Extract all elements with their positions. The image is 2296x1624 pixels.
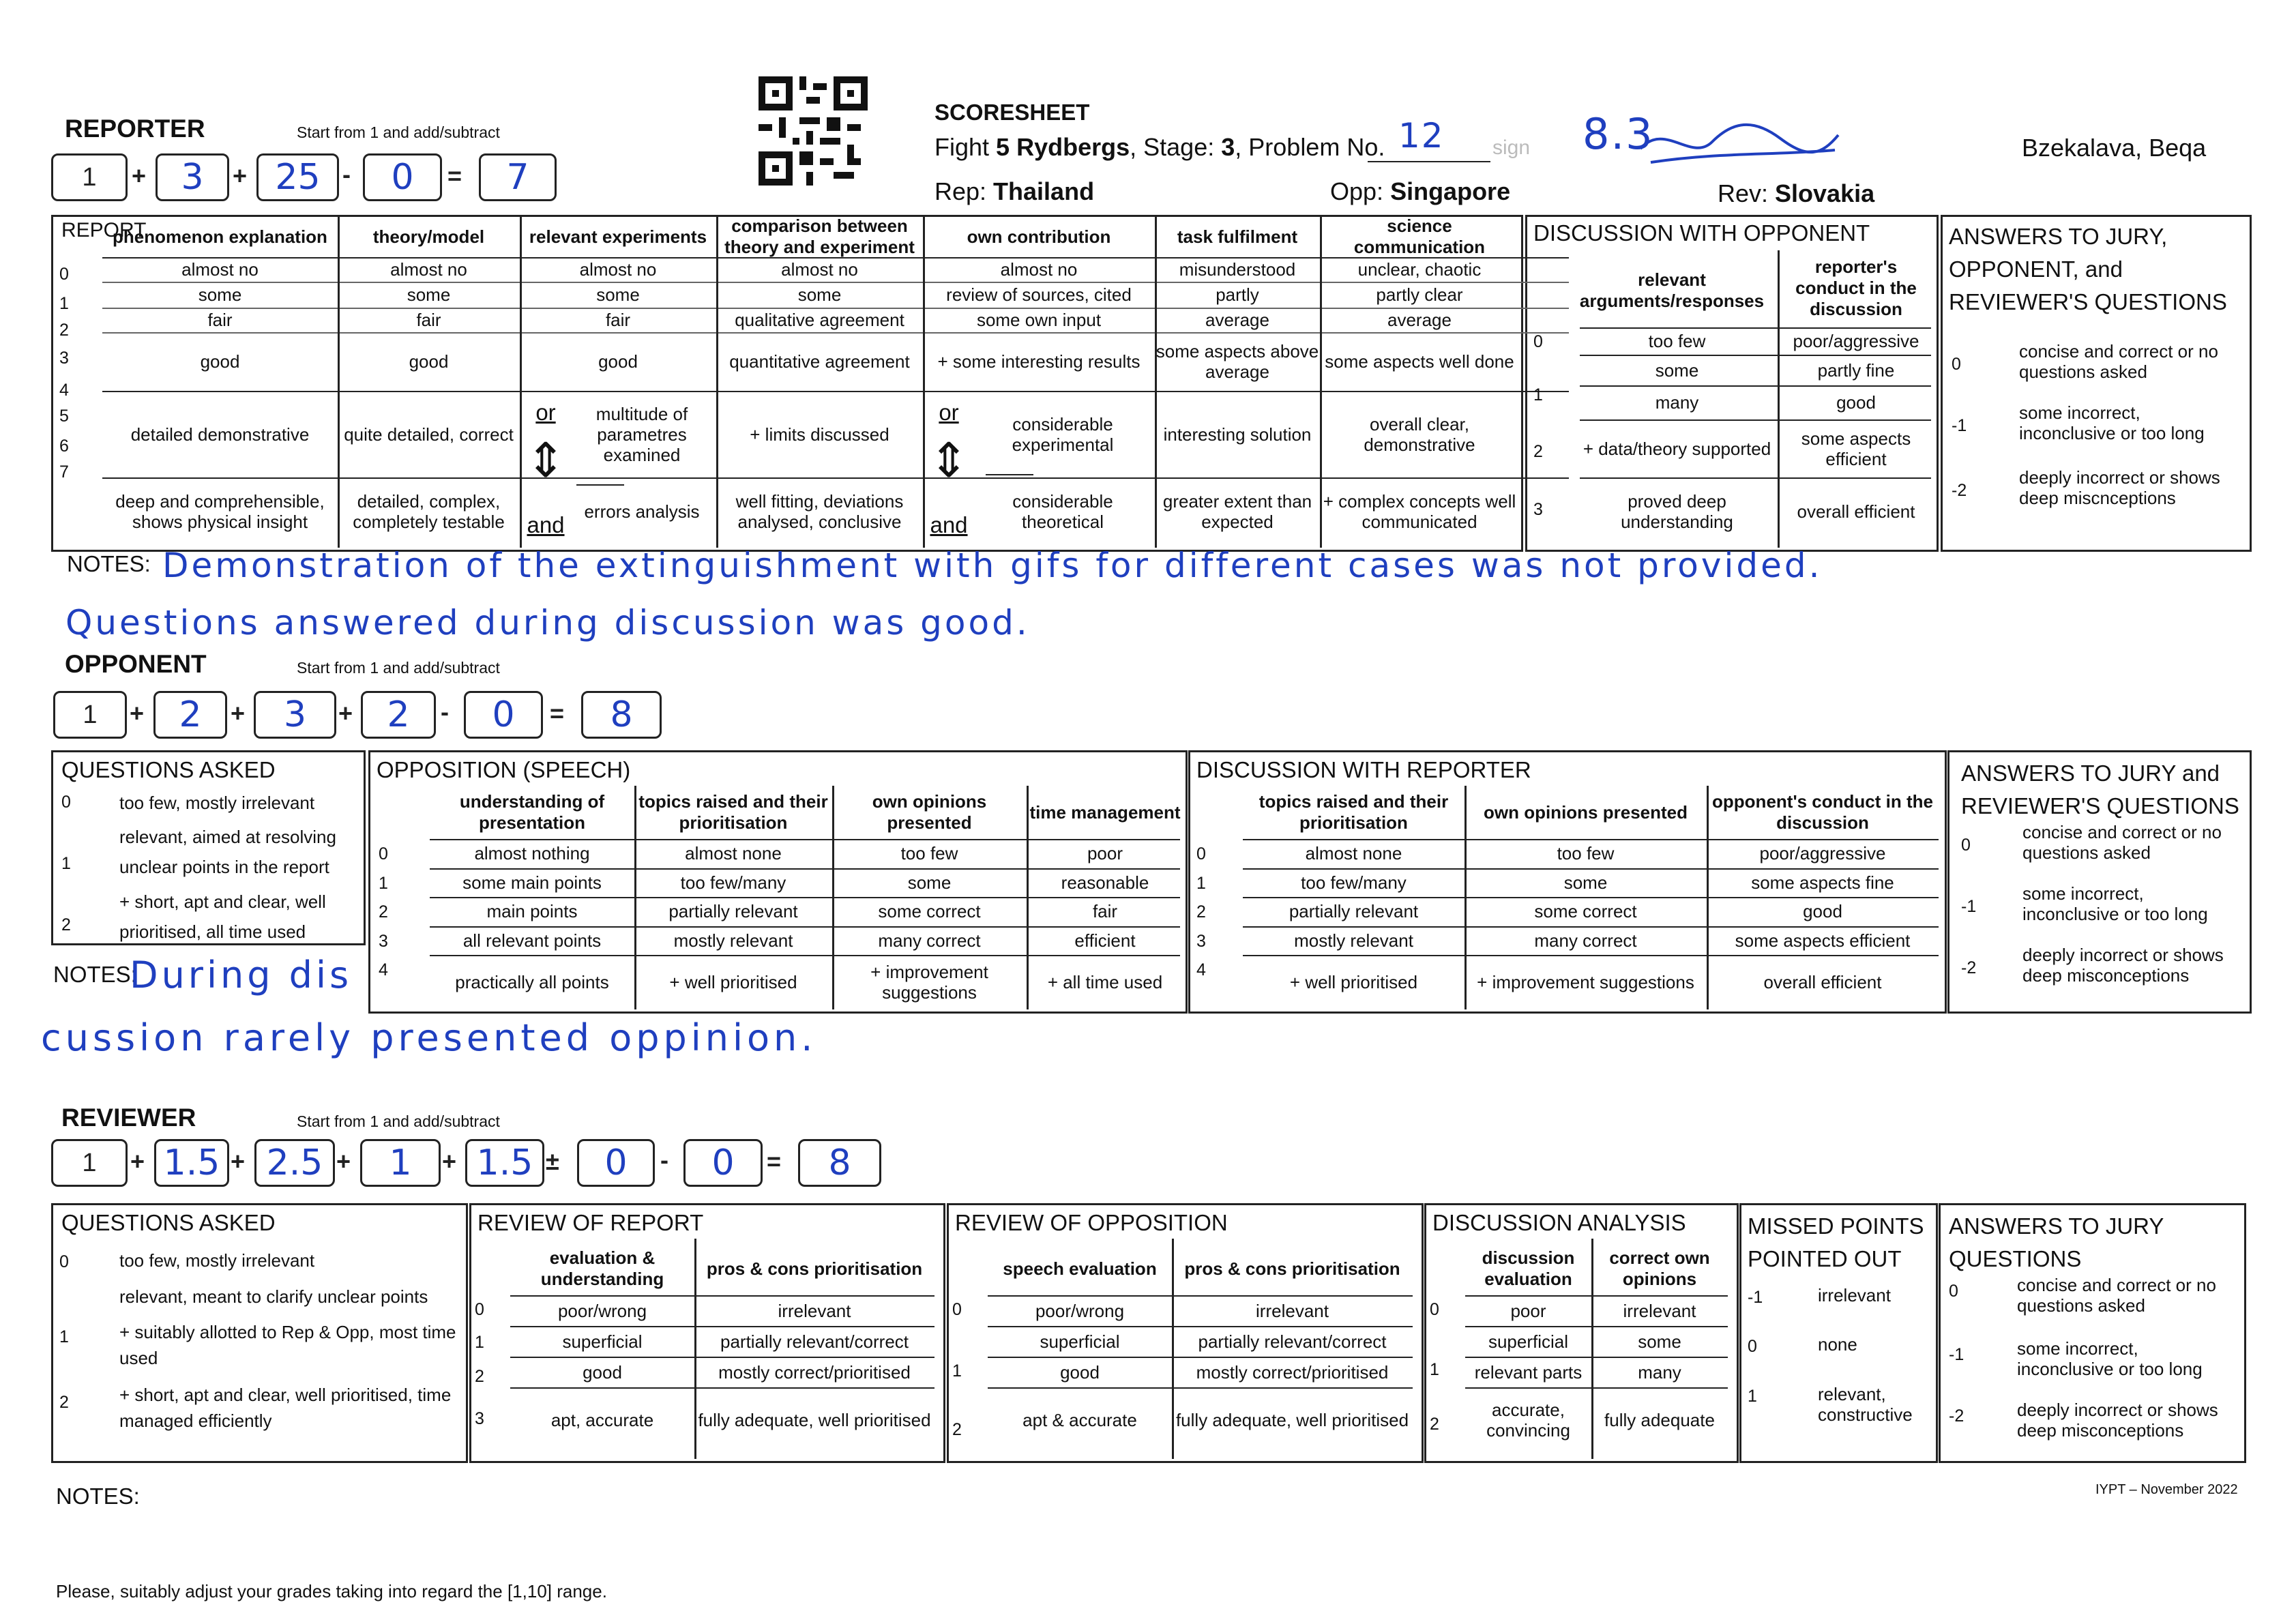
- qa-item[interactable]: + short, apt and clear, well prioritised, time managed efficiently: [119, 1385, 452, 1431]
- opponent-score-2[interactable]: 3: [254, 691, 336, 739]
- opposition-num: 0: [952, 1300, 962, 1319]
- speech-cell[interactable]: all relevant points: [462, 930, 602, 951]
- op-equals: =: [550, 699, 565, 727]
- report-cell[interactable]: review of sources, cited: [946, 284, 1132, 305]
- opposition-col-header: speech evaluation: [1003, 1258, 1157, 1279]
- opposition-cell[interactable]: mostly correct/prioritised: [1196, 1361, 1389, 1383]
- rep-label: Rep:: [934, 177, 994, 205]
- report-table-label: REPORT: [61, 219, 147, 241]
- report-cell[interactable]: considerable theoretical: [1012, 491, 1113, 532]
- report-cell[interactable]: good: [583, 1361, 622, 1383]
- analysis-cell[interactable]: superficial: [1488, 1331, 1569, 1352]
- op-plusminus: ±: [546, 1147, 559, 1175]
- speech-cell[interactable]: + improvement suggestions: [870, 962, 988, 1003]
- answers-num: 0: [1961, 836, 1971, 855]
- answers-num: -2: [1952, 481, 1967, 500]
- analysis-cell[interactable]: fully adequate: [1604, 1409, 1715, 1430]
- report-title: REVIEW OF REPORT: [477, 1210, 704, 1235]
- answers-item[interactable]: some incorrect, inconclusive or too long: [2022, 883, 2208, 924]
- disc-num: 3: [1196, 932, 1206, 951]
- missed-item[interactable]: irrelevant: [1818, 1285, 1891, 1305]
- row-number: 5: [59, 407, 69, 426]
- report-col-header: task fulfilment: [1177, 226, 1298, 247]
- op-plus: +: [132, 162, 147, 190]
- report-cell[interactable]: unclear, chaotic: [1357, 259, 1482, 280]
- updown-arrow-icon: ⇕: [525, 434, 566, 487]
- disc-num: 4: [1196, 960, 1206, 979]
- reporter-score-2[interactable]: 25: [256, 153, 339, 201]
- opposition-cell[interactable]: superficial: [1040, 1331, 1120, 1352]
- speech-col-header: understanding of presentation: [459, 791, 605, 833]
- analysis-num: 1: [1430, 1360, 1439, 1379]
- opposition-num: 1: [952, 1361, 962, 1381]
- opposition-cell[interactable]: apt & accurate: [1022, 1409, 1137, 1430]
- disc-cell[interactable]: many correct: [1534, 930, 1637, 951]
- stage-label: , Stage:: [1130, 133, 1222, 161]
- reviewer-score-2[interactable]: 2.5: [254, 1139, 335, 1187]
- reviewer-score-3[interactable]: 1: [360, 1139, 441, 1187]
- speech-num: 1: [379, 874, 388, 893]
- report-cell[interactable]: misunderstood: [1179, 259, 1296, 280]
- opponent-start-box: 1: [53, 691, 127, 739]
- report-cell[interactable]: irrelevant: [778, 1300, 851, 1321]
- qa-item[interactable]: relevant, meant to clarify unclear points: [119, 1286, 428, 1307]
- footer-note: Please, suitably adjust your grades taking into regard the [1,10] range.: [56, 1581, 607, 1601]
- opponent-total-box[interactable]: 8: [581, 691, 662, 739]
- report-cell[interactable]: good: [200, 351, 240, 372]
- analysis-col-header: discussion evaluation: [1482, 1247, 1575, 1289]
- analysis-cell[interactable]: poor: [1510, 1300, 1546, 1321]
- qa-item[interactable]: + suitably allotted to Rep & Opp, most time used: [119, 1322, 456, 1368]
- opponent-score-1[interactable]: 2: [153, 691, 227, 739]
- op-plus: +: [336, 1147, 351, 1175]
- disc-cell[interactable]: good: [1836, 392, 1876, 413]
- opposition-title: REVIEW OF OPPOSITION: [955, 1210, 1228, 1235]
- disc-col-header: topics raised and their prioritisation: [1259, 791, 1449, 833]
- reporter-notes-line-2[interactable]: Questions answered during discussion was good.: [65, 603, 1030, 643]
- report-col-header: own contribution: [967, 226, 1111, 247]
- disc-cell[interactable]: mostly relevant: [1294, 930, 1413, 951]
- analysis-cell[interactable]: some: [1638, 1331, 1681, 1352]
- disc-cell[interactable]: too few: [1648, 331, 1706, 351]
- disc-cell[interactable]: + improvement suggestions: [1477, 972, 1694, 992]
- rep-value: Thailand: [993, 177, 1095, 205]
- analysis-cell[interactable]: irrelevant: [1623, 1300, 1696, 1321]
- qa-item[interactable]: too few, mostly irrelevant: [119, 793, 315, 813]
- speech-cell[interactable]: too few: [900, 843, 958, 863]
- analysis-cell[interactable]: accurate, convincing: [1486, 1399, 1570, 1441]
- qr-code-icon: [759, 76, 868, 186]
- report-cell[interactable]: multitude of parametres examined: [595, 403, 688, 465]
- op-plus: +: [233, 162, 248, 190]
- opponent-notes-label: NOTES:: [53, 962, 137, 987]
- answers-num: -1: [1952, 416, 1967, 435]
- op-plus: +: [338, 699, 353, 727]
- analysis-title: DISCUSSION ANALYSIS: [1432, 1210, 1686, 1235]
- report-cell[interactable]: qualitative agreement: [735, 310, 904, 330]
- disc-num: 2: [1533, 442, 1543, 461]
- report-cell[interactable]: mostly correct/prioritised: [718, 1361, 911, 1383]
- disc-num: 1: [1533, 385, 1543, 404]
- speech-cell[interactable]: mostly relevant: [673, 930, 793, 951]
- qa-num: 0: [59, 1252, 69, 1271]
- report-cell[interactable]: good: [409, 351, 449, 372]
- opposition-cell[interactable]: irrelevant: [1256, 1300, 1329, 1321]
- scoresheet-title: SCORESHEET: [934, 100, 1090, 125]
- missed-item[interactable]: none: [1818, 1334, 1857, 1355]
- opposition-cell[interactable]: good: [1060, 1361, 1100, 1383]
- disc-cell[interactable]: + well prioritised: [1289, 972, 1418, 992]
- disc-cell[interactable]: too few/many: [1301, 872, 1407, 893]
- qa-title: QUESTIONS ASKED: [61, 1210, 276, 1235]
- row-number: 0: [59, 265, 69, 284]
- opponent-score-4[interactable]: 0: [464, 691, 543, 739]
- speech-title: OPPOSITION (SPEECH): [377, 757, 631, 782]
- and-label: and: [527, 512, 565, 537]
- op-plus: +: [231, 699, 246, 727]
- answers-item[interactable]: concise and correct or no questions asked: [2019, 341, 2218, 382]
- report-cell[interactable]: almost no: [781, 259, 858, 280]
- disc-title: DISCUSSION WITH OPPONENT: [1533, 220, 1870, 246]
- row-number: 6: [59, 437, 69, 456]
- speech-col-header: time management: [1029, 801, 1181, 823]
- speech-cell[interactable]: too few/many: [680, 872, 786, 893]
- or-label: or: [939, 400, 959, 425]
- qa-num: 2: [61, 915, 71, 934]
- report-cell[interactable]: poor/wrong: [557, 1300, 647, 1321]
- fight-group: Rydbergs: [1016, 133, 1130, 161]
- missed-num: 1: [1748, 1387, 1757, 1406]
- speech-col-header: topics raised and their prioritisation: [638, 791, 828, 833]
- opp-label: Opp:: [1330, 177, 1391, 205]
- reporter-start-box: 1: [51, 153, 128, 201]
- report-cell[interactable]: detailed demonstrative: [130, 424, 310, 445]
- op-plus: +: [130, 699, 145, 727]
- report-cell[interactable]: almost no: [1000, 259, 1078, 280]
- speech-cell[interactable]: almost none: [685, 843, 782, 863]
- speech-cell[interactable]: almost nothing: [474, 843, 590, 863]
- disc-cell[interactable]: some correct: [1534, 901, 1637, 921]
- report-num: 1: [475, 1333, 484, 1352]
- speech-num: 3: [379, 932, 388, 951]
- reporter-title: REPORTER: [65, 115, 205, 143]
- reviewer-total-box[interactable]: 8: [798, 1139, 881, 1187]
- updown-arrow-icon: ⇕: [928, 434, 969, 487]
- opposition-num: 2: [952, 1420, 962, 1439]
- reviewer-score-1[interactable]: 1.5: [154, 1139, 229, 1187]
- footer-version: IYPT – November 2022: [2095, 1482, 2238, 1497]
- speech-cell[interactable]: + all time used: [1047, 972, 1163, 992]
- analysis-num: 0: [1430, 1300, 1439, 1319]
- qa-item[interactable]: relevant, aimed at resolving unclear points in the report: [119, 827, 336, 877]
- speech-num: 4: [379, 960, 388, 979]
- reviewer-start-box: 1: [51, 1139, 128, 1187]
- answers-item[interactable]: deeply incorrect or shows deep misconceptions: [2022, 945, 2224, 986]
- report-cell[interactable]: partly clear: [1376, 284, 1463, 305]
- op-minus: -: [441, 698, 449, 726]
- rev-team: [1718, 179, 1874, 208]
- disc-col-header: opponent's conduct in the discussion: [1712, 791, 1933, 833]
- disc-cell[interactable]: poor/aggressive: [1759, 843, 1886, 863]
- answers-num: -2: [1949, 1406, 1964, 1426]
- disc-cell[interactable]: partly fine: [1817, 359, 1895, 381]
- answers-item[interactable]: concise and correct or no questions asked: [2017, 1275, 2216, 1316]
- speech-cell[interactable]: efficient: [1074, 930, 1136, 951]
- disc-num: 2: [1196, 902, 1206, 921]
- reporter-notes-line-1[interactable]: Demonstration of the extinguishment with gifs for different cases was not provided.: [162, 546, 1823, 585]
- qa-num: 1: [61, 854, 71, 873]
- report-col-header: science communication: [1353, 216, 1486, 257]
- opposition-col-header: pros & cons prioritisation: [1184, 1258, 1400, 1279]
- report-cell[interactable]: some: [407, 284, 451, 305]
- missed-num: 0: [1748, 1337, 1757, 1356]
- row-number: 3: [59, 349, 69, 368]
- reporter-score-3[interactable]: 0: [363, 153, 442, 201]
- report-cell[interactable]: overall clear, demonstrative: [1364, 413, 1475, 455]
- speech-num: 0: [379, 844, 388, 863]
- op-plus: +: [130, 1147, 145, 1175]
- report-cell[interactable]: apt, accurate: [550, 1409, 654, 1430]
- speech-cell[interactable]: fair: [1092, 901, 1118, 921]
- problem-label: , Problem No.: [1235, 133, 1385, 161]
- missed-num: -1: [1748, 1288, 1763, 1307]
- qa-num: 2: [59, 1393, 69, 1412]
- report-cell[interactable]: detailed, complex, completely testable: [353, 491, 505, 532]
- disc-cell[interactable]: good: [1803, 901, 1842, 921]
- qa-num: 0: [61, 793, 71, 812]
- signature-flourish: [1637, 115, 1842, 169]
- disc-num: 0: [1533, 332, 1543, 351]
- disc-cell[interactable]: overall efficient: [1797, 501, 1915, 522]
- reviewer-start-note: Start from 1 and add/subtract: [297, 1112, 500, 1130]
- sign-label: sign: [1492, 136, 1531, 159]
- disc-cell[interactable]: almost none: [1305, 843, 1402, 863]
- answers-item[interactable]: deeply incorrect or shows deep misconceptions: [2017, 1400, 2218, 1441]
- report-cell[interactable]: almost no: [181, 259, 259, 280]
- row-number: 4: [59, 381, 69, 400]
- speech-col-header: own opinions presented: [872, 791, 987, 833]
- disc-col-header: own opinions presented: [1483, 801, 1688, 823]
- problem-number-handwritten: 12: [1398, 116, 1445, 156]
- table-divider: [1778, 250, 1780, 548]
- speech-cell[interactable]: poor: [1087, 843, 1123, 863]
- qa-num: 1: [59, 1327, 69, 1346]
- disc-cell[interactable]: + data/theory supported: [1583, 438, 1771, 459]
- report-cell[interactable]: fair: [605, 310, 631, 330]
- fight-line: [934, 133, 1385, 162]
- disc-cell[interactable]: overall efficient: [1763, 972, 1882, 992]
- reviewer-score-5[interactable]: 0: [577, 1139, 655, 1187]
- answers-item[interactable]: deeply incorrect or shows deep miscnceptions: [2019, 467, 2220, 508]
- report-col-header: comparison between theory and experiment: [724, 216, 915, 257]
- answers-num: -1: [1949, 1345, 1964, 1364]
- report-cell[interactable]: some: [198, 284, 242, 305]
- disc-cell[interactable]: some aspects efficient: [1735, 930, 1911, 951]
- report-cell[interactable]: fair: [207, 310, 233, 330]
- report-cell[interactable]: greater extent than expected: [1162, 491, 1312, 532]
- report-cell[interactable]: well fitting, deviations analysed, conclusive: [735, 491, 904, 532]
- speech-cell[interactable]: reasonable: [1061, 872, 1149, 893]
- speech-cell[interactable]: practically all points: [455, 972, 609, 992]
- answers-item[interactable]: concise and correct or no questions asked: [2022, 822, 2222, 863]
- op-minus: -: [660, 1146, 668, 1174]
- and-label: and: [930, 512, 968, 537]
- signature: 8.3: [1583, 109, 1654, 159]
- disc-title: DISCUSSION WITH REPORTER: [1196, 757, 1531, 782]
- answers-title: ANSWERS TO JURY, OPPONENT, and REVIEWER'S QUESTIONS: [1949, 224, 2227, 314]
- disc-num: 3: [1533, 500, 1543, 519]
- report-num: 2: [475, 1367, 484, 1386]
- op-plus: +: [231, 1147, 246, 1175]
- disc-cell[interactable]: some aspects efficient: [1801, 428, 1911, 469]
- qa-item[interactable]: too few, mostly irrelevant: [119, 1250, 315, 1271]
- disc-header: relevant arguments/responses: [1579, 269, 1765, 311]
- opposition-cell[interactable]: partially relevant/correct: [1198, 1331, 1387, 1352]
- speech-num: 2: [379, 902, 388, 921]
- disc-header: reporter's conduct in the discussion: [1795, 256, 1917, 319]
- disc-num: 0: [1196, 844, 1206, 863]
- speech-cell[interactable]: some correct: [878, 901, 981, 921]
- report-cell[interactable]: some aspects above average: [1156, 341, 1319, 382]
- opposition-cell[interactable]: fully adequate, well prioritised: [1175, 1409, 1409, 1430]
- disc-cell[interactable]: partially relevant: [1289, 901, 1419, 921]
- opponent-title: OPPONENT: [65, 650, 207, 678]
- op-plus: +: [442, 1147, 457, 1175]
- opp-team: [1330, 177, 1510, 206]
- reporter-total-box[interactable]: 7: [479, 153, 557, 201]
- op-equals: =: [767, 1147, 782, 1175]
- answers-num: -1: [1961, 897, 1977, 916]
- or-label: or: [535, 400, 556, 425]
- op-equals: =: [447, 162, 462, 190]
- reviewer-notes-label: NOTES:: [56, 1483, 140, 1509]
- answers-item[interactable]: some incorrect, inconclusive or too long: [2019, 402, 2205, 443]
- analysis-col-header: correct own opinions: [1609, 1247, 1710, 1289]
- report-cell[interactable]: + limits discussed: [750, 424, 889, 445]
- report-cell[interactable]: superficial: [562, 1331, 643, 1352]
- analysis-cell[interactable]: many: [1638, 1361, 1681, 1383]
- report-cell[interactable]: average: [1387, 310, 1452, 330]
- report-cell[interactable]: average: [1205, 310, 1269, 330]
- report-cell[interactable]: fair: [416, 310, 441, 330]
- report-cell[interactable]: quite detailed, correct: [344, 424, 514, 445]
- report-num: 3: [475, 1409, 484, 1428]
- answers-item[interactable]: some incorrect, inconclusive or too long: [2017, 1338, 2203, 1379]
- report-cell[interactable]: some own input: [976, 310, 1102, 330]
- fight-number: 5: [996, 133, 1010, 161]
- opp-value: Singapore: [1390, 177, 1511, 205]
- report-num: 0: [475, 1300, 484, 1319]
- disc-num: 1: [1196, 874, 1206, 893]
- opponent-notes-line-1[interactable]: During dis: [130, 954, 353, 996]
- rev-value: Slovakia: [1775, 179, 1875, 207]
- opponent-score-3[interactable]: 2: [361, 691, 436, 739]
- answers-num: -2: [1961, 958, 1977, 977]
- report-cell[interactable]: considerable experimental: [1012, 413, 1114, 455]
- opposition-cell[interactable]: poor/wrong: [1035, 1300, 1125, 1321]
- qa-title: QUESTIONS ASKED: [61, 757, 276, 782]
- table-rule: [576, 484, 624, 486]
- disc-cell[interactable]: too few: [1557, 843, 1615, 863]
- disc-cell[interactable]: some: [1655, 359, 1699, 381]
- report-cell[interactable]: + some interesting results: [937, 351, 1140, 372]
- problem-underline: [1368, 161, 1490, 162]
- speech-cell[interactable]: some main points: [462, 872, 602, 893]
- row-number: 2: [59, 321, 69, 340]
- disc-cell[interactable]: some: [1563, 872, 1608, 893]
- answers-title: ANSWERS TO JURY QUESTIONS: [1949, 1213, 2164, 1271]
- report-col-header: phenomenon explanation: [113, 226, 327, 247]
- report-cell[interactable]: errors analysis: [584, 501, 700, 522]
- report-cell[interactable]: good: [598, 351, 638, 372]
- report-cell[interactable]: some aspects well done: [1325, 351, 1514, 372]
- answers-num: 0: [1952, 355, 1961, 374]
- report-cell[interactable]: almost no: [579, 259, 657, 280]
- report-cell[interactable]: some: [797, 284, 842, 305]
- report-col-header: relevant experiments: [529, 226, 707, 247]
- reviewer-score-4[interactable]: 1.5: [465, 1139, 544, 1187]
- analysis-num: 2: [1430, 1415, 1439, 1434]
- report-cell[interactable]: deep and comprehensible, shows physical insight: [115, 491, 325, 532]
- juror-name: Bzekalava, Beqa: [2022, 134, 2207, 162]
- report-cell[interactable]: fully adequate, well prioritised: [698, 1409, 931, 1430]
- rep-team: [934, 177, 1094, 206]
- report-cell[interactable]: interesting solution: [1163, 424, 1312, 445]
- speech-cell[interactable]: main points: [486, 901, 578, 921]
- disc-cell[interactable]: some aspects fine: [1751, 872, 1894, 893]
- speech-cell[interactable]: some: [907, 872, 952, 893]
- reporter-start-note: Start from 1 and add/subtract: [297, 123, 500, 141]
- table-rule: [986, 474, 1033, 475]
- report-col-header: pros & cons prioritisation: [706, 1258, 923, 1279]
- report-cell[interactable]: partly: [1216, 284, 1259, 305]
- stage-value: 3: [1221, 133, 1235, 161]
- speech-cell[interactable]: many correct: [878, 930, 981, 951]
- missed-item[interactable]: relevant, constructive: [1818, 1384, 1913, 1425]
- reporter-score-1[interactable]: 3: [156, 153, 229, 201]
- report-cell[interactable]: quantitative agreement: [729, 351, 910, 372]
- analysis-cell[interactable]: relevant parts: [1474, 1361, 1583, 1383]
- disc-cell[interactable]: many: [1655, 392, 1699, 413]
- report-col-header: theory/model: [372, 226, 485, 247]
- speech-cell[interactable]: partially relevant: [668, 901, 798, 921]
- reviewer-title: REVIEWER: [61, 1104, 196, 1132]
- report-cell[interactable]: some: [596, 284, 640, 305]
- report-cell[interactable]: + complex concepts well communicated: [1323, 491, 1516, 532]
- report-cell[interactable]: almost no: [390, 259, 467, 280]
- reviewer-score-6[interactable]: 0: [683, 1139, 763, 1187]
- rev-label: Rev:: [1718, 179, 1776, 207]
- opponent-notes-line-2[interactable]: cussion rarely presented oppinion.: [41, 1016, 817, 1059]
- report-cell[interactable]: partially relevant/correct: [720, 1331, 909, 1352]
- fight-prefix: Fight: [934, 133, 997, 161]
- answers-num: 0: [1949, 1282, 1958, 1301]
- answers-title: ANSWERS TO JURY and REVIEWER'S QUESTIONS: [1961, 761, 2239, 818]
- opponent-start-note: Start from 1 and add/subtract: [297, 659, 500, 677]
- reporter-notes-label: NOTES:: [67, 551, 151, 576]
- missed-title: MISSED POINTS POINTED OUT: [1748, 1213, 1924, 1271]
- report-col-header: evaluation & understanding: [540, 1247, 664, 1289]
- speech-cell[interactable]: + well prioritised: [669, 972, 797, 992]
- row-number: 7: [59, 462, 69, 482]
- op-minus: -: [342, 160, 351, 188]
- disc-cell[interactable]: proved deep understanding: [1621, 491, 1733, 532]
- disc-cell[interactable]: poor/aggressive: [1793, 331, 1919, 351]
- row-number: 1: [59, 294, 69, 313]
- qa-item[interactable]: + short, apt and clear, well prioritised, all time used: [119, 891, 326, 942]
